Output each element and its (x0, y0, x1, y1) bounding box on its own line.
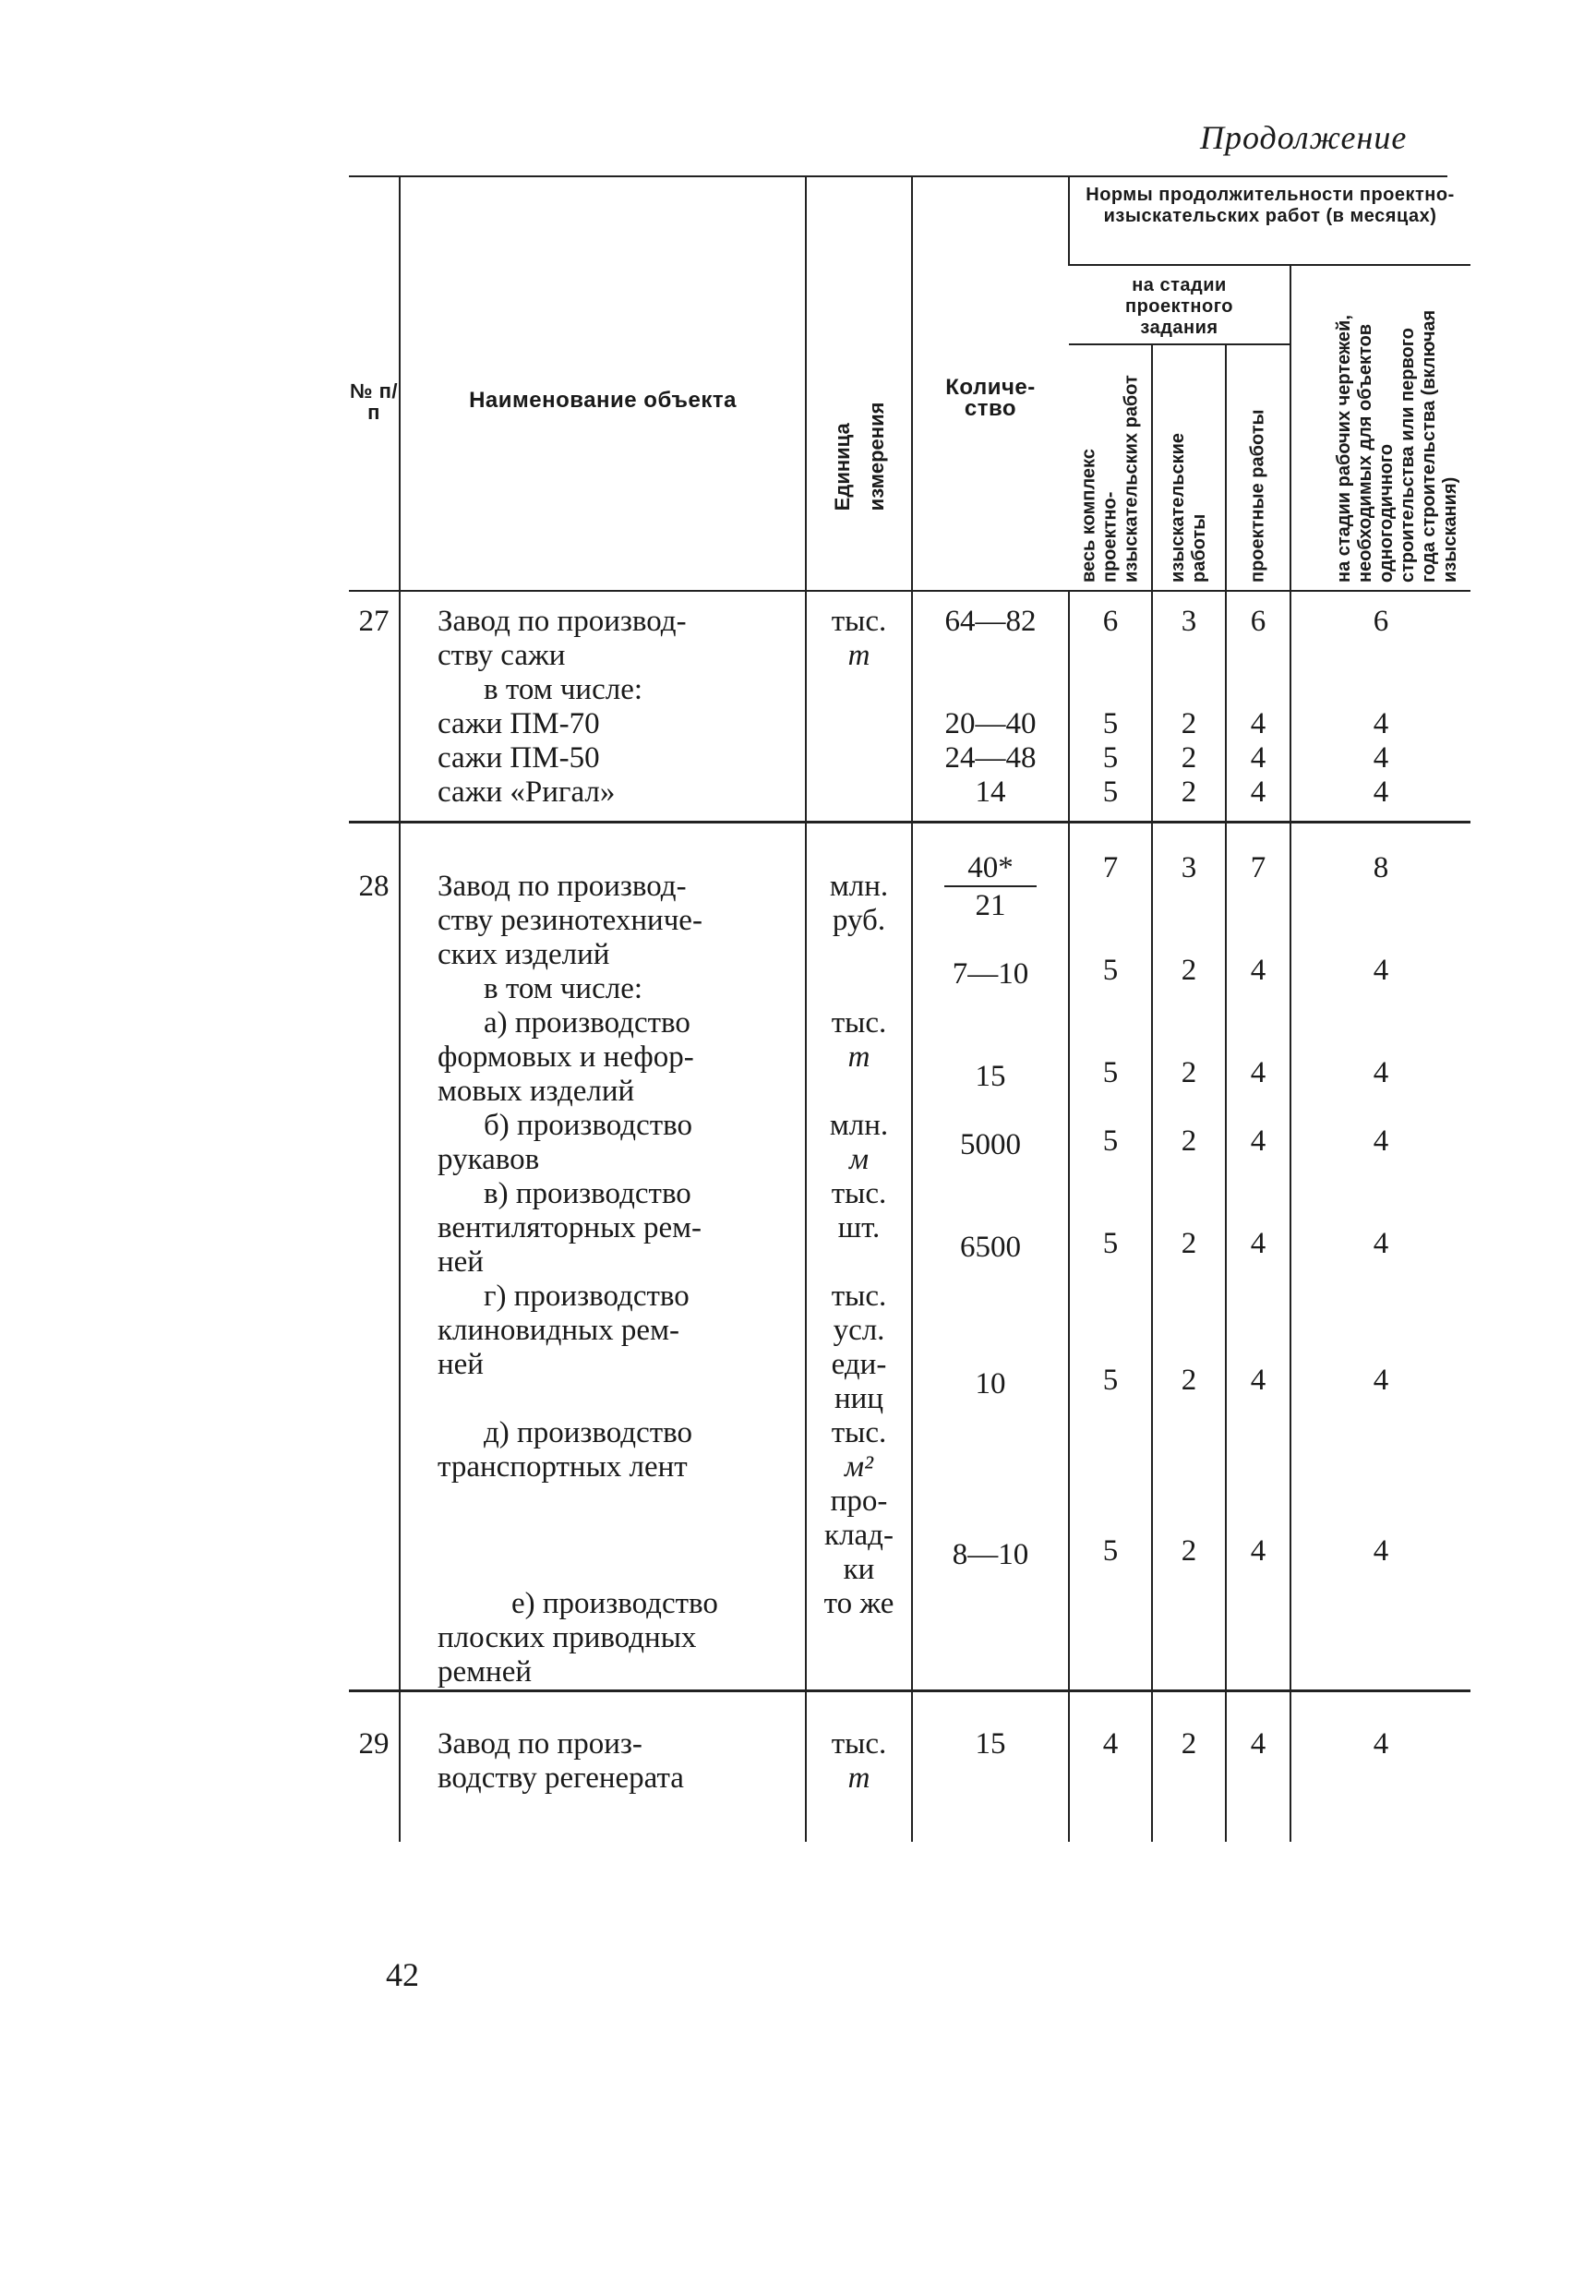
header-design: проектные работы (1226, 344, 1290, 591)
row-qty: 64—82 20—40 24—48 14 (912, 591, 1069, 823)
row-name: Завод по производ- ству сажи в том числе: сажи ПМ-70 сажи ПМ-50 сажи «Ригал» (400, 591, 806, 823)
table-top-rule (349, 175, 1447, 177)
row-design: 4 (1226, 1691, 1290, 1843)
row-unit: тыс. т (806, 1691, 912, 1843)
row-no: 29 (349, 1691, 400, 1843)
header-unit: Единица измерения (806, 175, 912, 591)
table-row (349, 591, 1470, 823)
row-working: 4 (1290, 1691, 1470, 1843)
row-total: 7 5 5 5 5 5 5 (1069, 823, 1152, 1691)
row-total: 6 5 5 5 (1069, 591, 1152, 823)
row-total: 4 (1069, 1691, 1152, 1843)
header-no: № п/п (349, 175, 400, 591)
page-number: 42 (386, 1956, 419, 1993)
row-no: 28 (349, 823, 400, 1691)
row-name: Завод по произ- водству регенерата (400, 1691, 806, 1843)
table-row (349, 1691, 1470, 1843)
table-row (349, 823, 1470, 1691)
row-unit: тыс. т (806, 591, 912, 823)
row-survey: 3 2 2 2 2 2 2 (1152, 823, 1226, 1691)
header-survey: изыскательские работы (1152, 344, 1226, 591)
row-design: 7 4 4 4 4 4 4 (1226, 823, 1290, 1691)
norms-table (349, 175, 1470, 1842)
row-qty: 40* 21 7—10 15 5000 6500 10 8—10 (912, 823, 1069, 1691)
header-working: на стадии рабочих чертежей, необходимых для объектов одногодичного строительства или первого года строительства (включая изыскания) (1290, 265, 1470, 591)
row-name: Завод по производ- ству резинотехниче- ских изделий в том числе: а) производство формовых и нефор- мовых изделий б) производство рукавов в) производство вентиляторных рем- ней г) производство клиновидных рем- ней д) производство транспортных лент е) производство плоских приводных ремней (400, 823, 806, 1691)
header-name: Наименование объекта (400, 175, 806, 591)
header-stage: на стадии проектного задания (1069, 265, 1290, 344)
row-unit: млн. руб. тыс. т млн. м тыс. шт. тыс. усл. еди- ниц тыс. м² про- клад- ки то же (806, 823, 912, 1691)
row-survey: 3 2 2 2 (1152, 591, 1226, 823)
row-survey: 2 (1152, 1691, 1226, 1843)
header-total: весь комплекс проектно-изыскательских работ (1069, 344, 1152, 591)
row-no: 27 (358, 605, 390, 638)
row-qty: 15 (912, 1691, 1069, 1843)
row-design: 6 4 4 4 (1226, 591, 1290, 823)
continuation-label: Продолжение (1200, 119, 1408, 156)
row-working: 8 4 4 4 4 4 4 (1290, 823, 1470, 1691)
row-working: 6 4 4 4 (1290, 591, 1470, 823)
header-norms: Нормы продолжительности проектно-изыскательских работ (в месяцах) (1069, 175, 1470, 265)
header-qty: Количе-ство (912, 175, 1069, 591)
header-row (349, 175, 1470, 265)
